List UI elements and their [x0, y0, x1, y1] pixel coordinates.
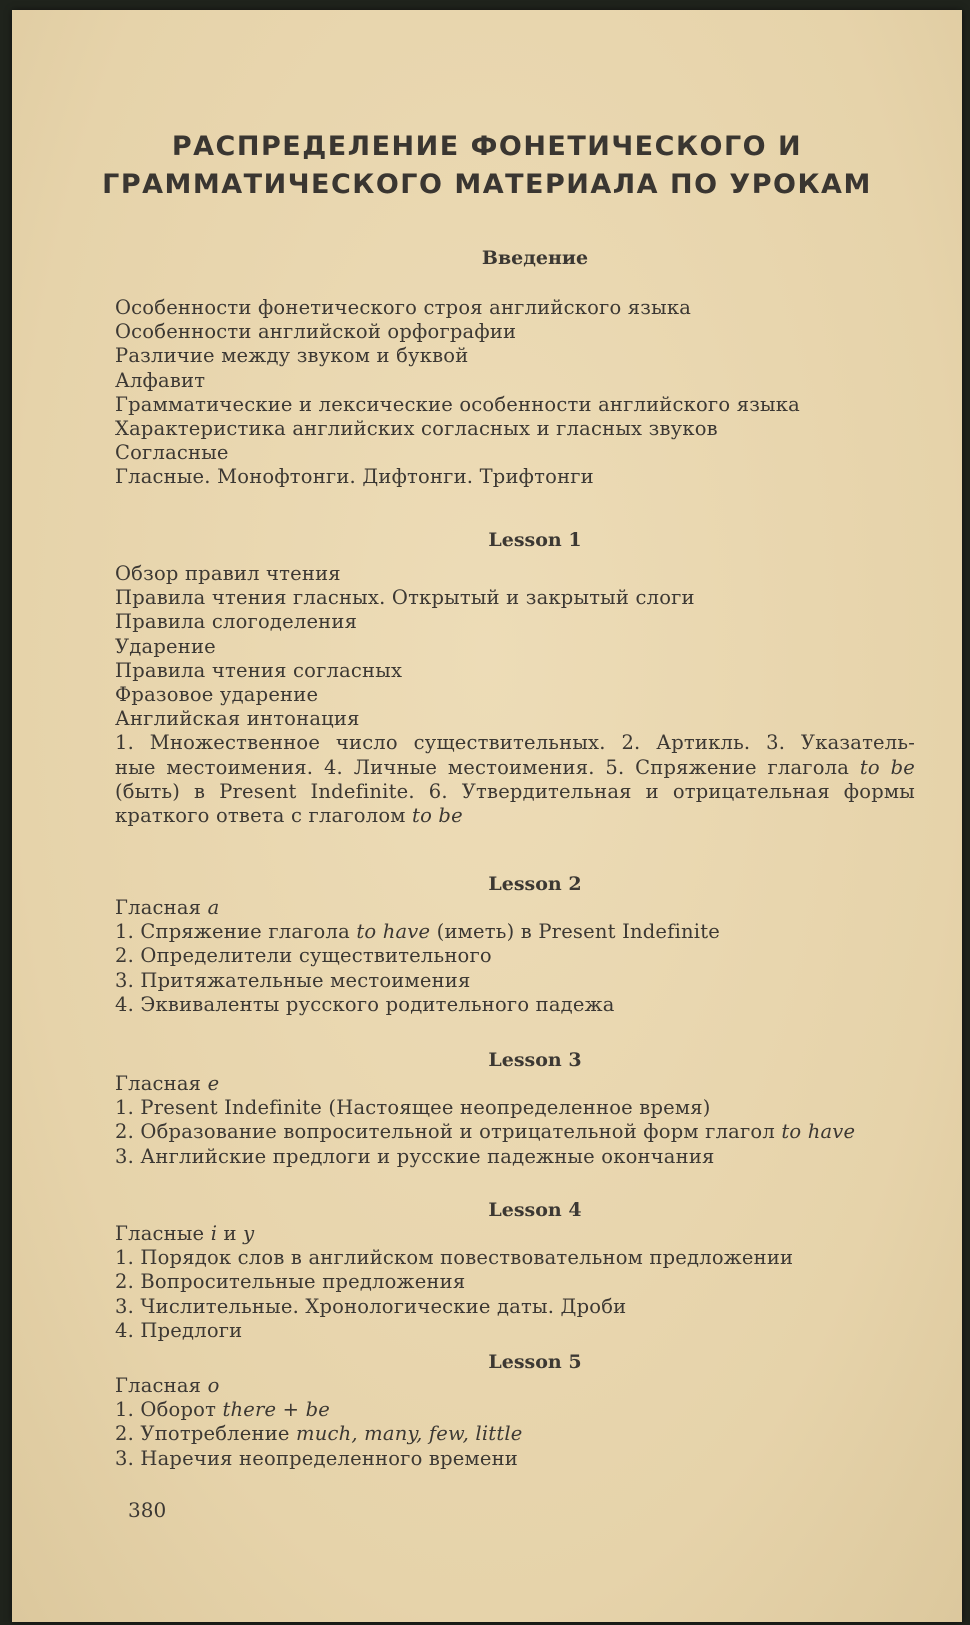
list-item: Характеристика английских согласных и гласных звуков	[115, 417, 718, 441]
section-heading: Lesson 5	[488, 1351, 582, 1373]
list-item: Алфавит	[115, 368, 206, 392]
section-lesson-5	[115, 1350, 925, 1471]
vowel-line: Гласная o	[115, 1374, 220, 1397]
section-lesson-1	[115, 528, 925, 828]
list-item: 2. Вопросительные предложения	[115, 1270, 466, 1294]
page-title	[12, 128, 962, 204]
title-line-2: ГРАММАТИЧЕСКОГО МАТЕРИАЛА ПО УРОКАМ	[102, 169, 872, 200]
list-item: Особенности фонетического строя английского языка	[115, 296, 692, 319]
list-item: 2. Образование вопросительной и отрицательной форм глагол to have	[115, 1120, 856, 1144]
paragraph-line: краткого ответа с глаголом to be	[115, 804, 463, 828]
list-item: 3. Числительные. Хронологические даты. Дроби	[115, 1294, 627, 1318]
list-item: 3. Английские предлоги и русские падежные окончания	[115, 1144, 715, 1168]
section-lesson-3	[115, 1048, 925, 1169]
section-heading: Lesson 3	[488, 1049, 582, 1071]
list-item: Фразовое ударение	[115, 683, 319, 707]
list-item: Правила слогоделения	[115, 610, 358, 634]
title-line-1: РАСПРЕДЕЛЕНИЕ ФОНЕТИЧЕСКОГО И	[171, 131, 803, 162]
list-item: 1. Оборот there + be	[115, 1398, 331, 1422]
list-item: Ударение	[115, 634, 216, 658]
list-item: 3. Наречия неопределенного времени	[115, 1446, 519, 1470]
section-heading: Lesson 4	[488, 1199, 582, 1221]
section-lesson-2	[115, 872, 925, 1017]
list-item: Согласные	[115, 441, 229, 465]
section-heading: Lesson 2	[488, 873, 582, 895]
vowel-line: Гласная e	[115, 1072, 220, 1095]
paragraph-line: (быть) в Present Indefinite. 6. Утвердительная и отрицательная формы	[115, 779, 915, 803]
list-item: Особенности английской орфографии	[115, 320, 517, 344]
list-item: Обзор правил чтения	[115, 562, 341, 585]
list-item: 3. Притяжательные местоимения	[115, 968, 471, 992]
list-item: Различие между звуком и буквой	[115, 344, 469, 368]
vowel-line: Гласные i и y	[115, 1222, 255, 1245]
list-item: 4. Предлоги	[115, 1318, 243, 1342]
list-item: 2. Определители существительного	[115, 944, 492, 968]
paragraph-line: 1. Множественное число существительных. 2. Артикль. 3. Указатель-	[115, 731, 915, 755]
list-item: Гласные. Монофтонги. Дифтонги. Трифтонги	[115, 465, 594, 489]
list-item: 1. Порядок слов в английском повествовательном предложении	[115, 1246, 794, 1270]
paragraph-line: ные местоимения. 4. Личные местоимения. 5. Спряжение глагола to be	[115, 755, 915, 779]
list-item: 4. Эквиваленты русского родительного падежа	[115, 992, 615, 1016]
section-heading: Введение	[481, 247, 589, 269]
vowel-line: Гласная a	[115, 896, 220, 919]
list-item: Правила чтения гласных. Открытый и закрытый слоги	[115, 586, 695, 610]
list-item: Английская интонация	[115, 707, 360, 731]
page-number: 380	[128, 1498, 167, 1522]
list-item: Правила чтения согласных	[115, 658, 403, 682]
section-heading: Lesson 1	[488, 529, 582, 551]
list-item: 2. Употребление much, many, few, little	[115, 1422, 523, 1446]
list-item: Грамматические и лексические особенности английского языка	[115, 392, 800, 416]
list-item: 1. Спряжение глагола to have (иметь) в Present Indefinite	[115, 920, 720, 944]
section-intro	[115, 246, 925, 490]
section-lesson-4	[115, 1198, 925, 1343]
list-item: 1. Present Indefinite (Настоящее неопределенное время)	[115, 1096, 711, 1120]
book-page	[12, 10, 962, 1622]
